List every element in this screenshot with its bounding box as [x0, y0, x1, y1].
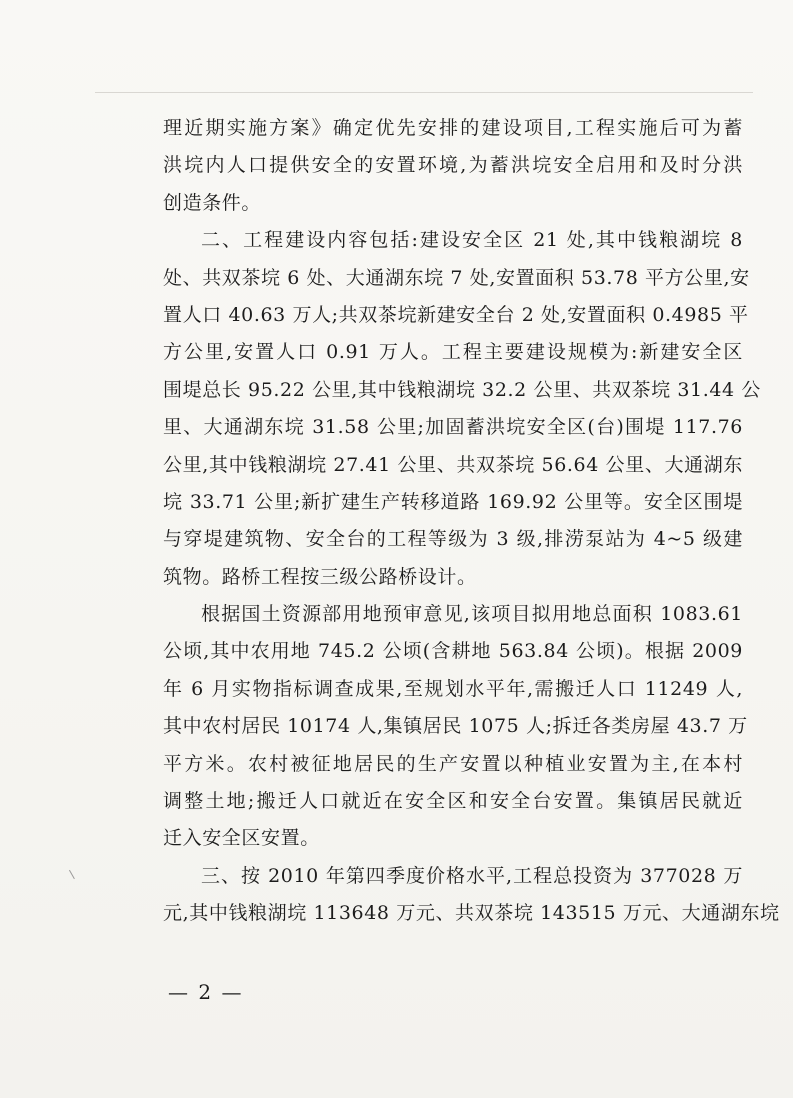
- text-line: 根据国土资源部用地预审意见,该项目拟用地总面积 1083.61: [201, 603, 743, 626]
- text-line: 筑物。路桥工程按三级公路桥设计。: [163, 565, 477, 588]
- text-line: 理近期实施方案》确定优先安排的建设项目,工程实施后可为蓄: [163, 117, 743, 139]
- text-line: 洪垸内人口提供安全的安置环境,为蓄洪垸安全启用和及时分洪: [163, 154, 743, 177]
- text-line: 三、按 2010 年第四季度价格水平,工程总投资为 377028 万: [201, 864, 743, 887]
- text-line: 创造条件。: [163, 191, 262, 214]
- text-line: 处、共双茶垸 6 处、大通湖东垸 7 处,安置面积 53.78 平方公里,安: [163, 266, 750, 289]
- text-line: 公顷,其中农用地 745.2 公顷(含耕地 563.84 公顷)。根据 2009: [163, 640, 743, 663]
- text-line: 其中农村居民 10174 人,集镇居民 1075 人;拆迁各类房屋 43.7 万: [163, 715, 748, 738]
- document-body: [163, 110, 780, 933]
- text-line: 围堤总长 95.22 公里,其中钱粮湖垸 32.2 公里、共双茶垸 31.44 公: [163, 378, 761, 401]
- text-line: 里、大通湖东垸 31.58 公里;加固蓄洪垸安全区(台)围堤 117.76: [163, 416, 743, 439]
- text-line: 平方米。农村被征地居民的生产安置以种植业安置为主,在本村: [163, 752, 743, 775]
- scan-mark: [69, 867, 80, 879]
- text-line: 垸 33.71 公里;新扩建生产转移道路 169.92 公里等。安全区围堤: [163, 490, 743, 513]
- text-line: 公里,其中钱粮湖垸 27.41 公里、共双茶垸 56.64 公里、大通湖东: [163, 453, 743, 476]
- text-line: 迁入安全区安置。: [163, 827, 320, 850]
- text-line: 年 6 月实物指标调查成果,至规划水平年,需搬迁人口 11249 人,: [163, 677, 743, 700]
- text-line: 方公里,安置人口 0.91 万人。工程主要建设规模为:新建安全区: [163, 341, 743, 364]
- text-line: 与穿堤建筑物、安全台的工程等级为 3 级,排涝泵站为 4~5 级建: [163, 528, 743, 551]
- text-line: 置人口 40.63 万人;共双茶垸新建安全台 2 处,安置面积 0.4985 平: [163, 303, 749, 326]
- text-line: 元,其中钱粮湖垸 113648 万元、共双茶垸 143515 万元、大通湖东垸: [163, 902, 780, 925]
- text-line: 调整土地;搬迁人口就近在安全区和安全台安置。集镇居民就近: [163, 790, 743, 813]
- page-top-divider: [95, 92, 753, 93]
- page-number: — 2 —: [168, 980, 244, 1004]
- text-line: 二、工程建设内容包括:建设安全区 21 处,其中钱粮湖垸 8: [201, 229, 743, 252]
